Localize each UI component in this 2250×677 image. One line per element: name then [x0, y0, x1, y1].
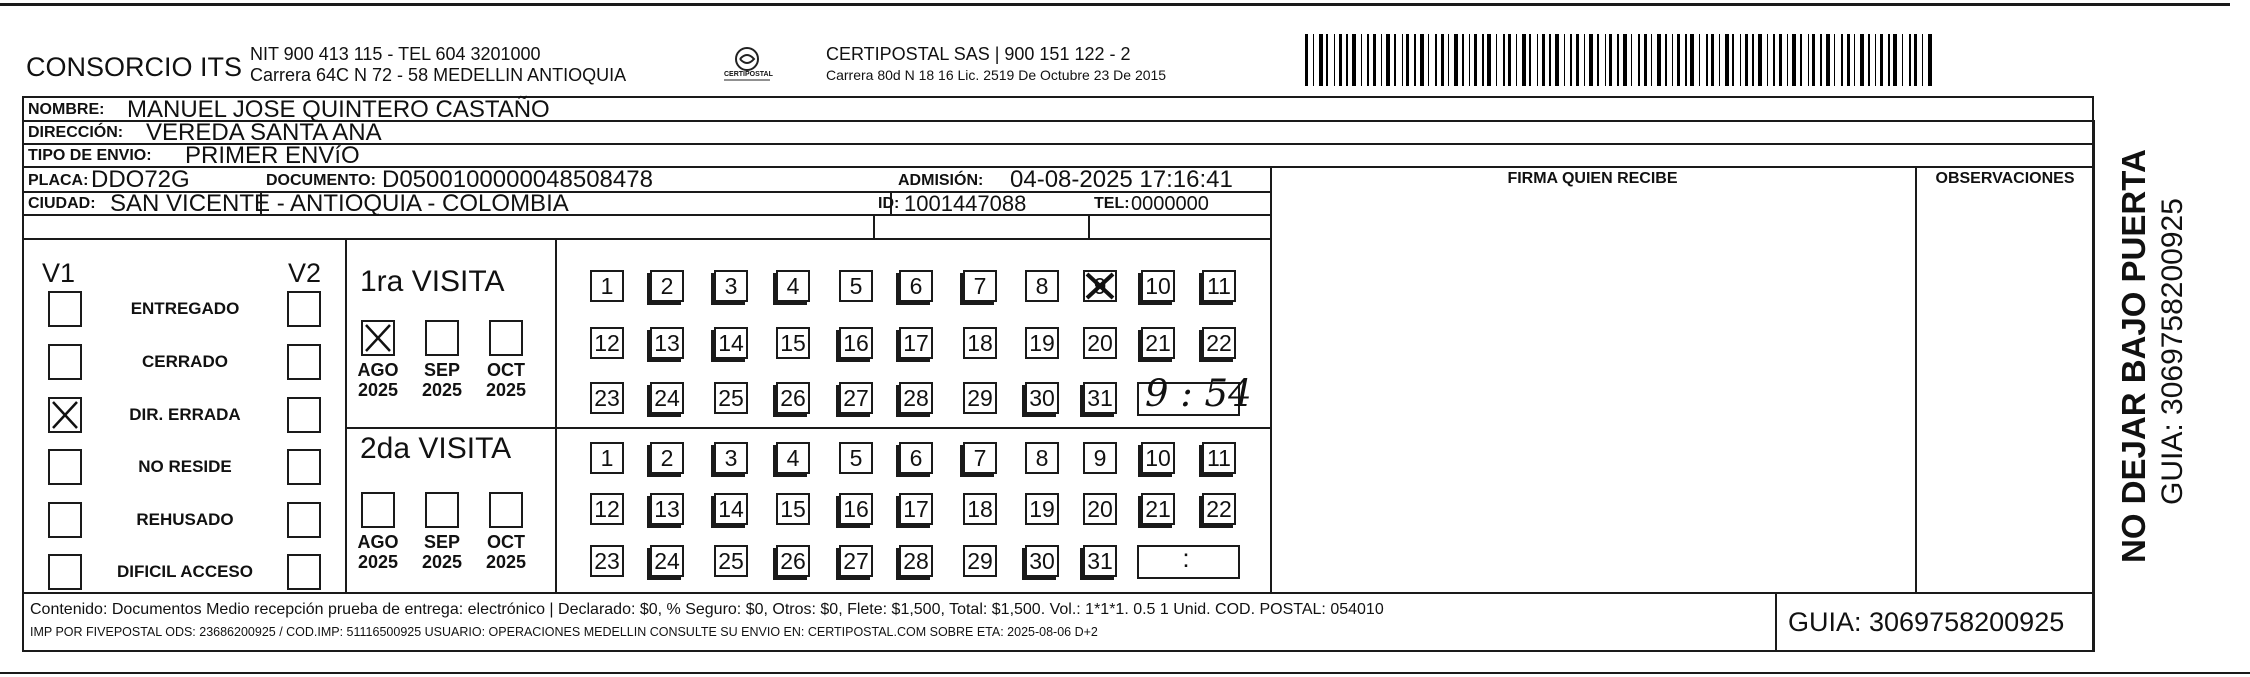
v2-label: V2 [288, 258, 322, 288]
status-label: ENTREGADO [130, 299, 240, 318]
visit1-day-box[interactable]: 14 [714, 327, 748, 359]
barcode [1305, 34, 1941, 86]
admision-value: 04-08-2025 17:16:41 [1010, 166, 1233, 193]
visit1-day-box[interactable]: 24 [650, 382, 684, 414]
carrier-license: Carrera 80d N 18 16 Lic. 2519 De Octubre 23 De 2015 [826, 67, 1167, 83]
visit2-month-checkbox[interactable] [425, 492, 459, 528]
barcode-bar [1564, 34, 1565, 86]
barcode-bar [1537, 34, 1538, 86]
visit1-title: 1ra VISITA [360, 265, 505, 298]
barcode-bar [1305, 34, 1308, 86]
visit2-day-box[interactable]: 5 [839, 442, 873, 474]
rule [555, 238, 557, 592]
visit1-day-box[interactable]: 17 [899, 327, 933, 359]
v1-label: V1 [42, 258, 76, 288]
barcode-bar [1922, 34, 1923, 86]
visit1-year-label: 2025 [485, 380, 527, 400]
rule [873, 214, 875, 238]
v1-checkbox[interactable] [48, 344, 82, 380]
barcode-bar [1420, 34, 1424, 86]
visit1-year-label: 2025 [421, 380, 463, 400]
documento-label: DOCUMENTO: [266, 172, 376, 189]
barcode-bar [1503, 34, 1505, 86]
barcode-bar [1725, 34, 1729, 86]
barcode-bar [1800, 34, 1802, 86]
visit2-day-box[interactable]: 21 [1141, 493, 1175, 525]
visit2-month-checkbox[interactable] [361, 492, 395, 528]
visit1-day-box[interactable]: 10 [1141, 270, 1175, 302]
visit1-day-box[interactable]: 27 [839, 382, 873, 414]
visit1-day-box[interactable]: 5 [839, 270, 873, 302]
barcode-bar [1699, 34, 1700, 86]
barcode-bar [1745, 34, 1748, 86]
visit1-day-box[interactable]: 11 [1202, 270, 1236, 302]
barcode-bar [1812, 34, 1815, 86]
ciudad-value: SAN VICENTE - ANTIOQUIA - COLOMBIA [110, 190, 569, 217]
tel-label: TEL: [1094, 195, 1130, 212]
barcode-bar [1462, 34, 1464, 86]
visit2-day-box[interactable]: 6 [899, 442, 933, 474]
visit2-month-label: OCT [487, 532, 525, 552]
rule [22, 238, 1270, 240]
tipo-envio-value: PRIMER ENVíO [185, 142, 360, 169]
visit1-day-box[interactable]: 19 [1025, 327, 1059, 359]
rule [22, 592, 2094, 594]
visit2-day-box[interactable]: 19 [1025, 493, 1059, 525]
visit2-month-checkbox[interactable] [489, 492, 523, 528]
visit2-day-box[interactable]: 22 [1202, 493, 1236, 525]
visit1-day-box[interactable]: 4 [776, 270, 810, 302]
barcode-bar [1868, 34, 1870, 86]
barcode-bar [1496, 34, 1497, 86]
barcode-bar [1319, 34, 1323, 86]
visit1-day-box[interactable]: 21 [1141, 327, 1175, 359]
barcode-bar [1326, 34, 1328, 86]
visit2-day-box[interactable]: 27 [839, 545, 873, 577]
barcode-bar [1860, 34, 1864, 86]
tipo-envio-label: TIPO DE ENVIO: [28, 147, 152, 164]
footer-guia: GUIA: 3069758200925 [1788, 607, 2065, 637]
barcode-bar [1773, 34, 1775, 86]
visit2-title: 2da VISITA [360, 432, 512, 465]
visit2-day-box[interactable]: 24 [650, 545, 684, 577]
visit1-day-box[interactable]: 2 [650, 270, 684, 302]
barcode-bar [1597, 34, 1599, 86]
observaciones-heading: OBSERVACIONES [1935, 170, 2075, 187]
barcode-bar [1909, 34, 1911, 86]
v1-checkbox[interactable] [48, 397, 82, 433]
v2-checkbox[interactable] [287, 554, 321, 590]
side-guia: GUIA: 3069758200925 [2156, 198, 2189, 505]
status-label: DIR. ERRADA [129, 405, 241, 424]
company-name: CONSORCIO ITS [26, 52, 243, 82]
visit2-day-box[interactable]: 28 [899, 545, 933, 577]
visit2-day-box[interactable]: 8 [1025, 442, 1059, 474]
visit2-day-box[interactable]: 29 [963, 545, 997, 577]
rule [345, 238, 347, 592]
barcode-bar [1609, 34, 1612, 86]
barcode-bar [1677, 34, 1680, 86]
company-nit: NIT 900 413 115 - TEL 604 3201000 [250, 44, 541, 64]
rule [345, 427, 1270, 429]
barcode-bar [1665, 34, 1667, 86]
barcode-bar [1313, 34, 1314, 86]
barcode-bar [1570, 34, 1572, 86]
barcode-bar [1367, 34, 1369, 86]
barcode-bar [1732, 34, 1734, 86]
rule [2093, 120, 2095, 652]
visit2-day-box[interactable]: 23 [590, 545, 624, 577]
barcode-bar [1542, 34, 1545, 86]
barcode-bar [1402, 34, 1403, 86]
v2-checkbox[interactable] [287, 344, 321, 380]
barcode-bar [1719, 34, 1720, 86]
barcode-bar [1406, 34, 1409, 86]
visit1-day-box[interactable]: 28 [899, 382, 933, 414]
barcode-bar [1522, 34, 1526, 86]
visit2-day-box[interactable]: 30 [1025, 545, 1059, 577]
visit1-day-box[interactable]: 16 [839, 327, 873, 359]
barcode-bar [1740, 34, 1741, 86]
v1-checkbox[interactable] [48, 502, 82, 538]
barcode-bar [1487, 34, 1491, 86]
firma-heading: FIRMA QUIEN RECIBE [1507, 170, 1678, 187]
barcode-bar [1361, 34, 1362, 86]
barcode-bar [1644, 34, 1647, 86]
barcode-bar [1808, 34, 1809, 86]
barcode-bar [1893, 34, 1897, 86]
barcode-bar [1584, 34, 1585, 86]
barcode-bar [1826, 34, 1830, 86]
barcode-bar [1888, 34, 1890, 86]
barcode-bar [1928, 34, 1932, 86]
barcode-bar [1441, 34, 1444, 86]
visit1-month-label: AGO [357, 360, 399, 380]
visit1-day-box[interactable]: 23 [590, 382, 624, 414]
barcode-bar [1589, 34, 1593, 86]
visit2-year-label: 2025 [485, 552, 527, 572]
visit1-month-checkbox[interactable] [489, 320, 523, 356]
visit2-day-box[interactable]: 14 [714, 493, 748, 525]
visit2-day-box[interactable]: 10 [1141, 442, 1175, 474]
direccion-label: DIRECCIÓN: [28, 124, 124, 141]
company-address: Carrera 64C N 72 - 58 MEDELLIN ANTIOQUIA [250, 65, 627, 85]
visit1-day-box[interactable]: 3 [714, 270, 748, 302]
status-label: REHUSADO [136, 510, 234, 529]
barcode-bar [1386, 34, 1390, 86]
barcode-bar [1758, 34, 1762, 86]
visit2-day-box[interactable]: 16 [839, 493, 873, 525]
barcode-bar [1820, 34, 1822, 86]
barcode-bar [1638, 34, 1640, 86]
visit2-year-label: 2025 [357, 552, 399, 572]
documento-value: D0500100000048508478 [382, 166, 653, 193]
barcode-bar [1657, 34, 1661, 86]
barcode-bar [1631, 34, 1632, 86]
barcode-bar [1875, 34, 1876, 86]
barcode-bar [1779, 34, 1782, 86]
v1-checkbox[interactable] [48, 291, 82, 327]
v1-checkbox[interactable] [48, 449, 82, 485]
visit1-month-label: SEP [423, 360, 461, 380]
barcode-bar [1352, 34, 1356, 86]
visit2-year-label: 2025 [421, 552, 463, 572]
barcode-bar [1428, 34, 1429, 86]
barcode-bar [1902, 34, 1903, 86]
visit2-day-box[interactable]: 13 [650, 493, 684, 525]
barcode-bar [1792, 34, 1796, 86]
v2-checkbox[interactable] [287, 449, 321, 485]
visit1-day-box[interactable]: 15 [776, 327, 810, 359]
visit2-day-box[interactable]: 17 [899, 493, 933, 525]
visit2-day-box[interactable]: 4 [776, 442, 810, 474]
barcode-bar [1605, 34, 1606, 86]
ciudad-label: CIUDAD: [28, 195, 96, 212]
visit2-day-box[interactable]: 15 [776, 493, 810, 525]
barcode-bar [1474, 34, 1477, 86]
barcode-bar [1339, 34, 1342, 86]
barcode-bar [1690, 34, 1694, 86]
barcode-bar [1617, 34, 1619, 86]
barcode-bar [1685, 34, 1687, 86]
visit1-day-number: 9 [1093, 272, 1107, 299]
rule [1775, 592, 1777, 652]
barcode-bar [1880, 34, 1883, 86]
visit1-year-label: 2025 [357, 380, 399, 400]
barcode-bar [1711, 34, 1714, 86]
v2-checkbox[interactable] [287, 502, 321, 538]
barcode-bar [1787, 34, 1788, 86]
barcode-bar [1555, 34, 1559, 86]
visit1-day-box[interactable]: 18 [963, 327, 997, 359]
barcode-bar [1508, 34, 1511, 86]
barcode-bar [1834, 34, 1835, 86]
barcode-bar [1672, 34, 1673, 86]
barcode-bar [1549, 34, 1551, 86]
visit1-day-box[interactable]: 22 [1202, 327, 1236, 359]
visit2-day-box[interactable]: 20 [1083, 493, 1117, 525]
visit2-day-box[interactable]: 18 [963, 493, 997, 525]
visit1-day-box[interactable]: 26 [776, 382, 810, 414]
direccion-value: VEREDA SANTA ANA [146, 119, 382, 146]
visit1-day-box[interactable]: 29 [963, 382, 997, 414]
v2-checkbox[interactable] [287, 291, 321, 327]
barcode-bar [1346, 34, 1348, 86]
barcode-bar [1414, 34, 1416, 86]
barcode-bar [1454, 34, 1458, 86]
visit1-day-box[interactable]: 6 [899, 270, 933, 302]
visit2-day-box[interactable]: 7 [963, 442, 997, 474]
visit1-day-box[interactable] [1083, 270, 1117, 302]
status-label: DIFICIL ACCESO [116, 562, 253, 581]
logo-text: CERTIPOSTAL [724, 71, 773, 78]
barcode-bar [1529, 34, 1531, 86]
visit1-day-box[interactable]: 7 [963, 270, 997, 302]
v2-checkbox[interactable] [287, 397, 321, 433]
visit1-day-box[interactable]: 31 [1083, 382, 1117, 414]
admision-label: ADMISIÓN: [898, 172, 984, 189]
visit1-handwritten-time: 9 : 54 [1145, 372, 1252, 415]
v1-checkbox[interactable] [48, 554, 82, 590]
rule [1915, 166, 1917, 592]
barcode-bar [1576, 34, 1579, 86]
barcode-bar [1706, 34, 1708, 86]
barcode-bar [1651, 34, 1652, 86]
barcode-bar [1469, 34, 1470, 86]
barcode-bar [1448, 34, 1449, 86]
id-value: 1001447088 [904, 191, 1027, 216]
visit1-month-checkbox[interactable] [425, 320, 459, 356]
footer-contents: Contenido: Documentos Medio recepción prueba de entrega: electrónico | Declarado: $0, % Seguro: $0, Otros: $0, Flete: $1,500, Total: $1,500. Vol.: 1*1*1. 0.5 1 Unid. COD. POSTAL: 054010 [30, 601, 1384, 618]
barcode-bar [1373, 34, 1376, 86]
visit1-day-box[interactable]: 8 [1025, 270, 1059, 302]
visit2-day-box[interactable]: 2 [650, 442, 684, 474]
barcode-bar [1847, 34, 1850, 86]
side-warning: NO DEJAR BAJO PUERTA [2115, 149, 2152, 563]
visit2-time-separator: : [1182, 543, 1190, 573]
bottom-edge [0, 672, 2250, 674]
visit1-month-label: OCT [487, 360, 525, 380]
barcode-bar [1334, 34, 1335, 86]
visit2-day-box[interactable]: 26 [776, 545, 810, 577]
visit2-month-label: SEP [423, 532, 461, 552]
visit1-day-box[interactable]: 12 [590, 327, 624, 359]
visit2-day-box[interactable]: 11 [1202, 442, 1236, 474]
top-edge [0, 3, 2230, 6]
barcode-bar [1854, 34, 1855, 86]
barcode-bar [1841, 34, 1843, 86]
visit1-month-checkbox[interactable] [361, 320, 395, 356]
id-label: ID: [878, 195, 900, 212]
barcode-bar [1914, 34, 1917, 86]
visit2-day-box[interactable]: 3 [714, 442, 748, 474]
nombre-label: NOMBRE: [28, 101, 105, 118]
barcode-bar [1482, 34, 1484, 86]
barcode-bar [1752, 34, 1754, 86]
visit1-day-box[interactable]: 1 [590, 270, 624, 302]
visit1-day-box[interactable]: 25 [714, 382, 748, 414]
certipostal-logo [712, 42, 782, 88]
barcode-bar [1435, 34, 1437, 86]
rule [1270, 166, 1272, 592]
visit2-day-box[interactable]: 31 [1083, 545, 1117, 577]
visit1-day-box[interactable]: 30 [1025, 382, 1059, 414]
tel-value: 0000000 [1131, 193, 1209, 215]
visit2-day-box[interactable]: 25 [714, 545, 748, 577]
visit2-day-box[interactable]: 1 [590, 442, 624, 474]
nombre-value: MANUEL JOSE QUINTERO CASTAÑO [127, 96, 550, 123]
status-label: CERRADO [142, 352, 228, 371]
placa-label: PLACA: [28, 172, 89, 189]
visit1-day-box[interactable]: 20 [1083, 327, 1117, 359]
barcode-bar [1394, 34, 1396, 86]
barcode-bar [1381, 34, 1382, 86]
barcode-bar [1767, 34, 1768, 86]
visit2-day-box[interactable]: 9 [1083, 442, 1117, 474]
carrier-name: CERTIPOSTAL SAS | 900 151 122 - 2 [826, 44, 1131, 64]
barcode-bar [1516, 34, 1517, 86]
footer-print-info: IMP POR FIVEPOSTAL ODS: 23686200925 / COD.IMP: 51116500925 USUARIO: OPERACIONES MEDELLIN CONSULTE SU ENVIO EN: CERTIPOSTAL.COM SOBRE ETA: 2025-08-06 D+2 [30, 625, 1098, 639]
barcode-bar [1623, 34, 1627, 86]
status-label: NO RESIDE [138, 457, 232, 476]
visit1-day-box[interactable]: 13 [650, 327, 684, 359]
placa-value: DDO72G [91, 166, 190, 193]
visit2-day-box[interactable]: 12 [590, 493, 624, 525]
rule [1088, 214, 1090, 238]
visit2-month-label: AGO [357, 532, 399, 552]
